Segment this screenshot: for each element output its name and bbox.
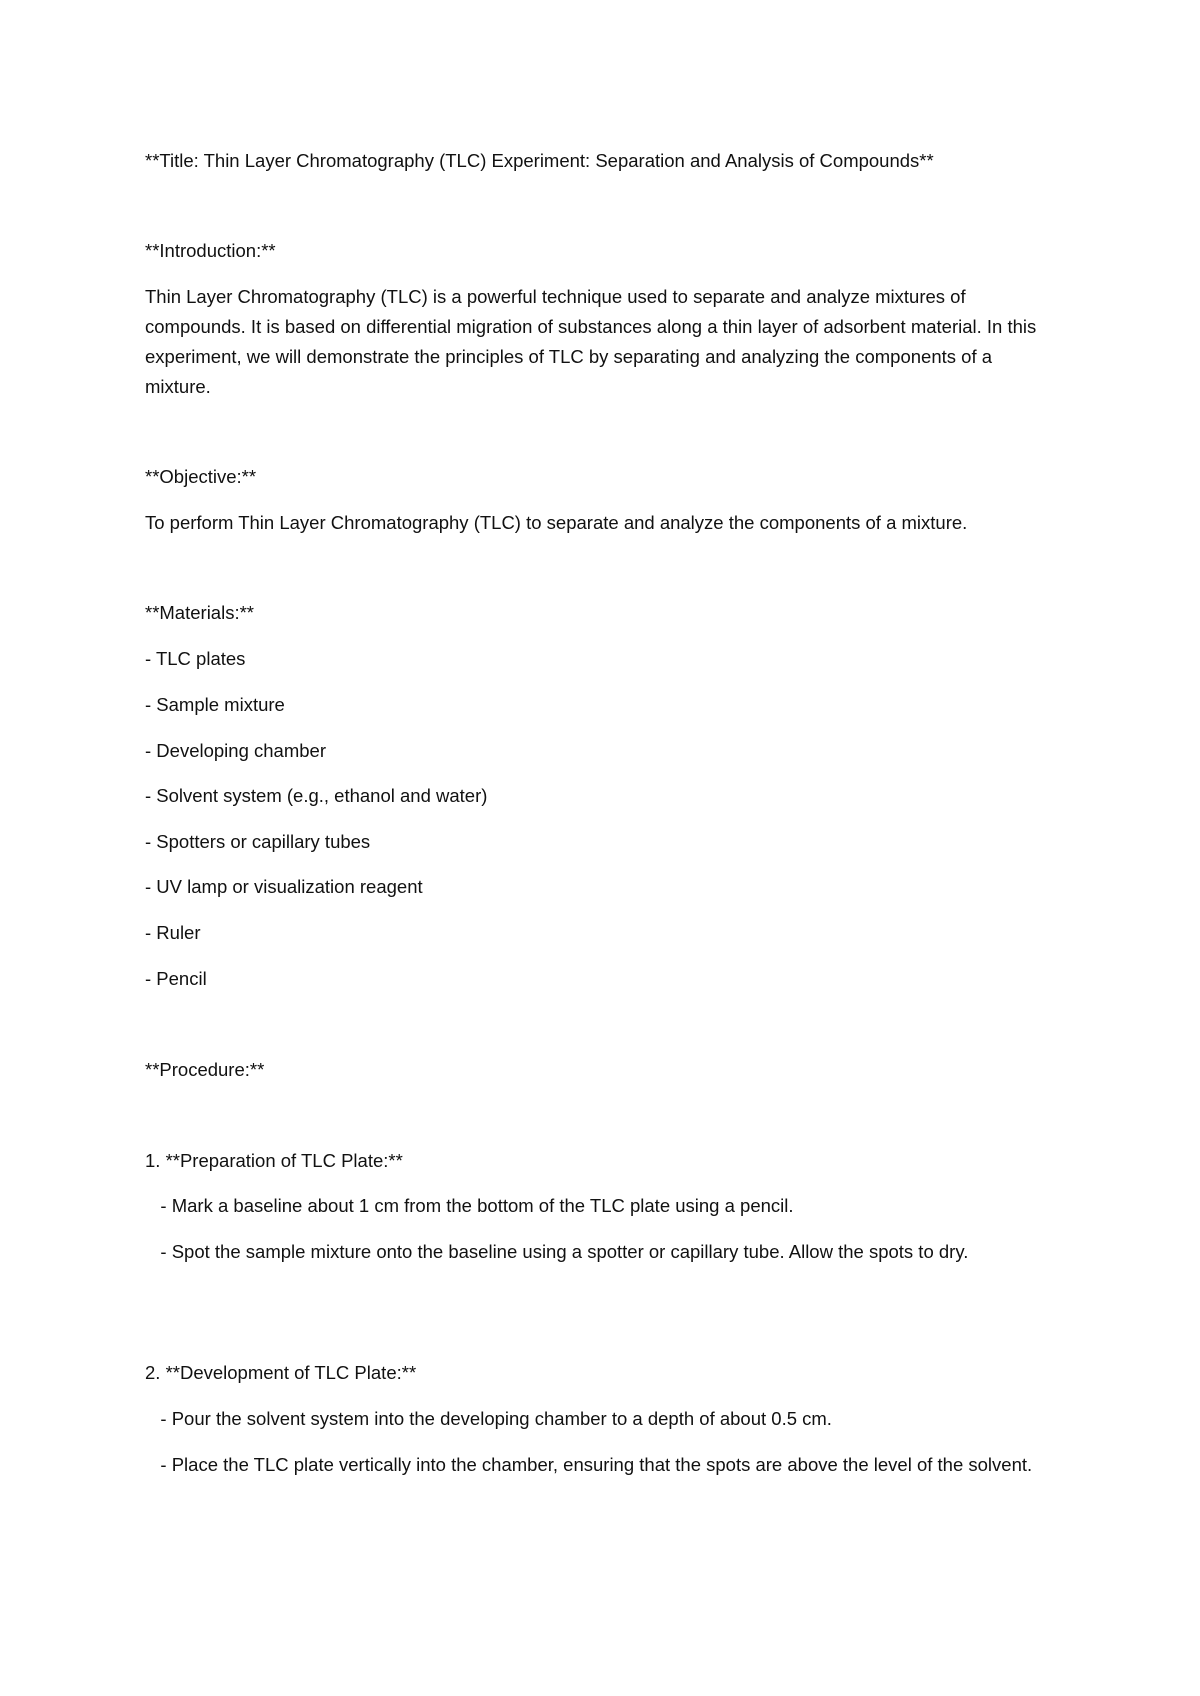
- materials-item: - TLC plates: [145, 648, 246, 669]
- materials-item: - Developing chamber: [145, 740, 326, 761]
- introduction-heading: **Introduction:**: [145, 240, 276, 261]
- document-title: **Title: Thin Layer Chromatography (TLC) Experiment: Separation and Analysis of Compounds**: [145, 150, 934, 171]
- procedure-heading: **Procedure:**: [145, 1059, 265, 1080]
- objective-paragraph: To perform Thin Layer Chromatography (TLC) to separate and analyze the components of a mixture.: [145, 512, 968, 533]
- materials-item: - UV lamp or visualization reagent: [145, 876, 423, 897]
- materials-item: - Ruler: [145, 922, 201, 943]
- materials-item: - Spotters or capillary tubes: [145, 831, 371, 852]
- materials-item: - Pencil: [145, 968, 207, 989]
- procedure-step-item: - Pour the solvent system into the developing chamber to a depth of about 0.5 cm.: [145, 1408, 832, 1429]
- procedure-step-item: - Mark a baseline about 1 cm from the bottom of the TLC plate using a pencil.: [145, 1195, 794, 1216]
- materials-item: - Sample mixture: [145, 694, 285, 715]
- introduction-paragraph: Thin Layer Chromatography (TLC) is a powerful technique used to separate and analyze mixtures of compounds. It is based on differential migration of substances along a thin layer of adsorbent material. In this experiment, we will demonstrate the principles of TLC by separating and analyzing the components of a mixture.: [145, 286, 1037, 397]
- materials-heading: **Materials:**: [145, 602, 254, 623]
- procedure-step-heading: 1. **Preparation of TLC Plate:**: [145, 1150, 403, 1171]
- procedure-step-item: - Place the TLC plate vertically into the chamber, ensuring that the spots are above the level of the solvent.: [145, 1454, 1033, 1475]
- objective-heading: **Objective:**: [145, 466, 257, 487]
- procedure-step-item: - Spot the sample mixture onto the baseline using a spotter or capillary tube. Allow the spots to dry.: [145, 1241, 969, 1262]
- materials-item: - Solvent system (e.g., ethanol and water): [145, 785, 488, 806]
- procedure-step-heading: 2. **Development of TLC Plate:**: [145, 1362, 417, 1383]
